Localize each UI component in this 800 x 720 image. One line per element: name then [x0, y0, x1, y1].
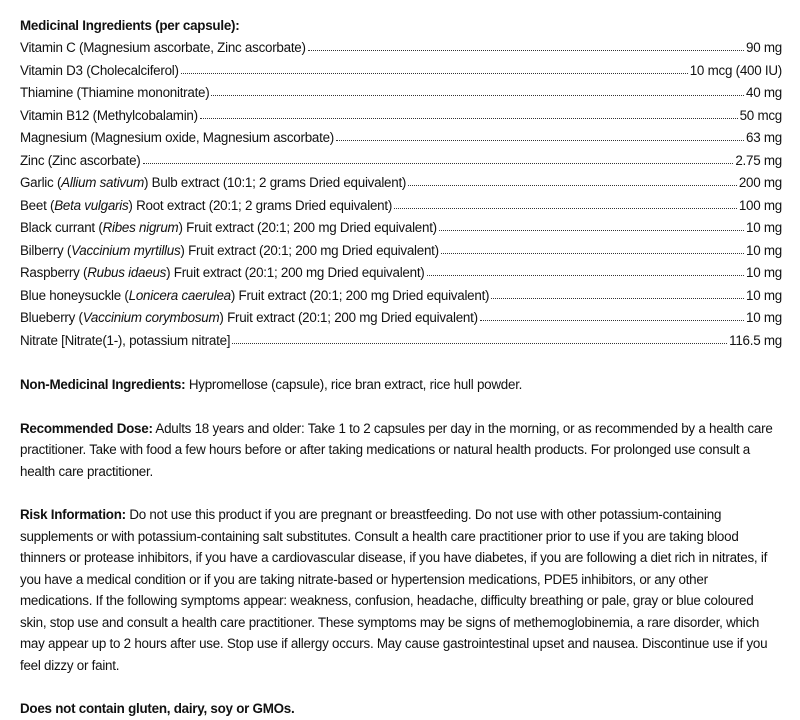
dot-leader [143, 163, 734, 164]
ingredient-amount: 50 mcg [739, 107, 782, 123]
ingredient-name: Zinc (Zinc ascorbate) [20, 152, 141, 168]
risk-text: Do not use this product if you are pregnant or breastfeeding. Do not use with other potassium-containing supplements or with potassium-containing salt substitutes. Consult a health care practitioner prior to use if you are taking blood thinners or protease inhibitors, if you have a cardiovascular disease, if you have diabetes, if you are following a diet rich in nitrates, if you have a medical condition or if you are taking nitrate-based or hypertension medications, PDE5 inhibitors, or any other medications. If the following symptoms appear: weakness, confusion, headache, difficulty breathing or pale, gray or blue coloured skin, stop use and consult a health care practitioner. These symptoms may be signs of methemoglobinemia, a rare disorder, which may appear up to 2 hours after use. Stop use if allergy occurs. May cause gastrointestinal upset and nausea. Discontinue use if you feel dizzy or faint. [20, 507, 768, 673]
non-medicinal-label: Non-Medicinal Ingredients: [20, 377, 186, 392]
name-suffix: ) Fruit extract (20:1; 200 mg Dried equivalent) [166, 265, 425, 280]
dot-leader [308, 50, 744, 51]
ingredient-amount: 10 mg [746, 287, 782, 303]
name-suffix: ) Bulb extract (10:1; 2 grams Dried equivalent) [143, 175, 407, 190]
dot-leader [211, 95, 744, 96]
ingredient-row [20, 82, 782, 105]
medicinal-heading: Medicinal Ingredients (per capsule): [20, 18, 240, 33]
name-prefix: Blueberry ( [20, 310, 83, 325]
ingredient-name: Vitamin B12 (Methylcobalamin) [20, 107, 198, 123]
latin-name: Vaccinium corymbosum [82, 310, 220, 325]
ingredient-row [20, 195, 782, 218]
recommended-dose [20, 418, 782, 483]
dot-leader [394, 208, 737, 209]
ingredient-name: Nitrate [Nitrate(1-), potassium nitrate] [20, 332, 231, 348]
dot-leader [439, 230, 744, 231]
ingredient-name [20, 307, 478, 330]
latin-name: Beta vulgaris [54, 197, 129, 213]
dose-text: Adults 18 years and older: Take 1 to 2 capsules per day in the morning, or as recommended by a health care practitioner. Take with food a few hours before or after taking medications or natural health products. For prolonged use consult a health care practitioner. [20, 420, 773, 479]
ingredient-amount: 63 mg [746, 130, 782, 145]
ingredient-amount: 2.75 mg [735, 152, 782, 168]
ingredient-amount: 116.5 mg [729, 332, 782, 348]
dot-leader [200, 118, 738, 119]
ingredient-list [20, 37, 782, 352]
latin-name: Rubus idaeus [87, 265, 167, 280]
free-from-statement: Does not contain gluten, dairy, soy or GMOs. [20, 701, 295, 716]
ingredient-row [20, 307, 782, 330]
ingredient-row [20, 240, 782, 263]
ingredient-amount: 10 mg [746, 242, 782, 258]
name-suffix: ) Fruit extract (20:1; 200 mg Dried equivalent) [178, 220, 437, 235]
name-suffix: ) Fruit extract (20:1; 200 mg Dried equivalent) [180, 242, 439, 258]
ingredient-row [20, 60, 782, 83]
ingredient-amount: 10 mg [746, 220, 782, 235]
ingredient-row [20, 217, 782, 240]
ingredient-amount: 200 mg [738, 175, 782, 190]
dot-leader [232, 343, 727, 344]
ingredient-row [20, 172, 782, 195]
dot-leader [181, 73, 688, 74]
non-medicinal-ingredients [20, 374, 782, 396]
risk-label: Risk Information: [20, 507, 126, 522]
ingredient-name: Vitamin D3 (Cholecalciferol) [20, 62, 179, 78]
latin-name: Ribes nigrum [102, 220, 179, 235]
latin-name: Vaccinium myrtillus [71, 242, 181, 258]
ingredient-name: Thiamine (Thiamine mononitrate) [20, 85, 210, 100]
ingredient-row [20, 127, 782, 150]
ingredient-name: Vitamin C (Magnesium ascorbate, Zinc ascorbate) [20, 40, 306, 55]
ingredient-name: Magnesium (Magnesium oxide, Magnesium ascorbate) [20, 130, 334, 145]
ingredient-name [20, 240, 439, 263]
non-medicinal-text: Hypromellose (capsule), rice bran extract, rice hull powder. [185, 377, 523, 392]
ingredient-row [20, 37, 782, 60]
risk-information [20, 504, 782, 676]
ingredient-row [20, 262, 782, 285]
name-suffix: ) Root extract (20:1; 2 grams Dried equivalent) [128, 197, 393, 213]
name-prefix: Bilberry ( [20, 242, 72, 258]
ingredient-name [20, 172, 406, 195]
name-prefix: Beet ( [20, 197, 55, 213]
dot-leader [336, 140, 744, 141]
name-prefix: Raspberry ( [20, 265, 88, 280]
ingredient-row [20, 330, 782, 353]
ingredient-amount: 10 mcg (400 IU) [689, 62, 782, 78]
dot-leader [491, 298, 744, 299]
ingredient-name [20, 285, 489, 308]
dot-leader [427, 275, 745, 276]
ingredient-amount: 10 mg [746, 265, 782, 280]
dose-label: Recommended Dose: [20, 420, 153, 436]
ingredient-name [20, 217, 437, 240]
ingredient-amount: 10 mg [746, 310, 782, 325]
ingredient-name [20, 195, 392, 218]
latin-name: Lonicera caerulea [128, 287, 231, 303]
name-prefix: Black currant ( [20, 220, 103, 235]
dot-leader [408, 185, 737, 186]
ingredient-row [20, 105, 782, 128]
name-prefix: Blue honeysuckle ( [20, 287, 129, 303]
ingredient-amount: 100 mg [738, 197, 782, 213]
name-suffix: ) Fruit extract (20:1; 200 mg Dried equivalent) [230, 287, 490, 303]
ingredient-row [20, 285, 782, 308]
name-suffix: ) Fruit extract (20:1; 200 mg Dried equivalent) [219, 310, 478, 325]
name-prefix: Garlic ( [20, 175, 62, 190]
ingredient-amount: 40 mg [746, 85, 782, 100]
ingredient-amount: 90 mg [746, 40, 782, 55]
dot-leader [441, 253, 744, 254]
ingredient-row [20, 150, 782, 173]
latin-name: Allium sativum [61, 175, 144, 190]
dot-leader [480, 320, 744, 321]
ingredient-name [20, 262, 425, 285]
